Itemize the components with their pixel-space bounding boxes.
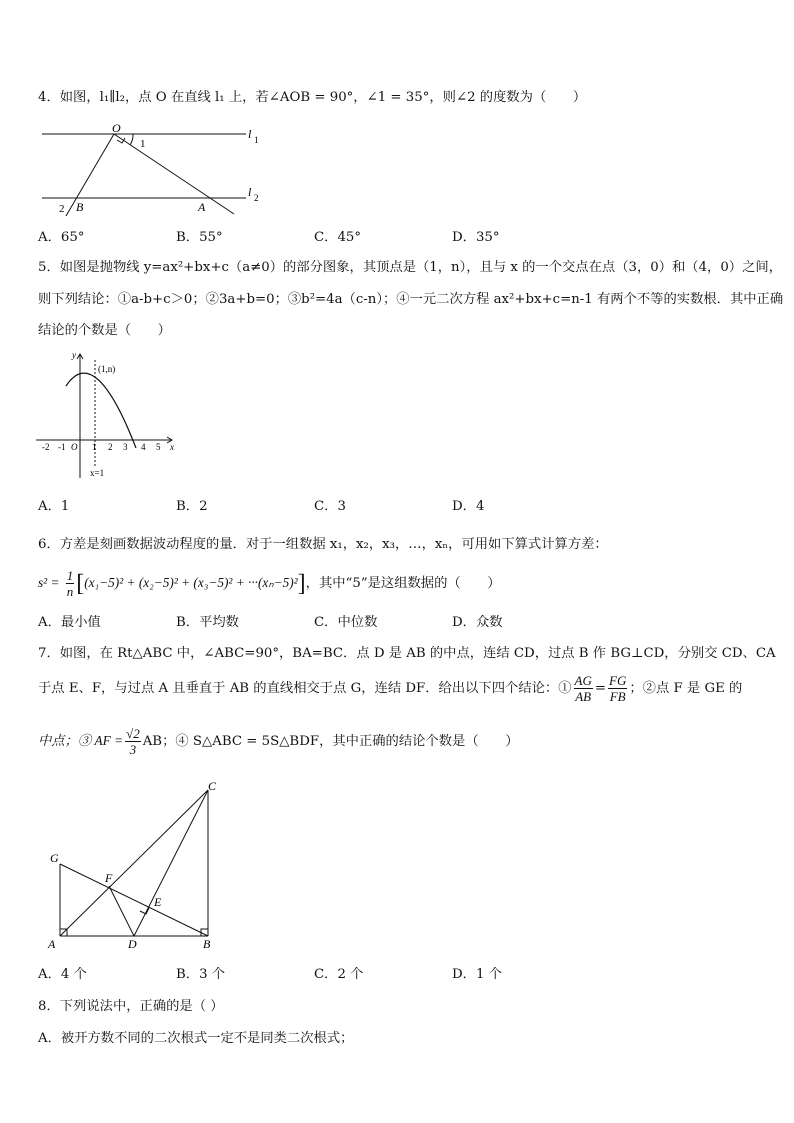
q6-formula-bracket-open: [ [76,570,85,597]
q5-tick-4: 4 [141,442,146,452]
q6-formula-fraction [66,568,75,599]
q4-label-a: A [198,200,206,214]
q7-label-a: A [48,937,56,951]
q7-stem-line2-a: 于点 E、F，与过点 A 且垂直于 AB 的直线相交于点 G，连结 DF．给出以下四个结论：① [38,681,572,696]
q6-option-d[interactable]: D．众数 [452,615,503,630]
q4-option-c[interactable]: C．45° [314,230,362,245]
q5-tick-2: 2 [108,442,113,452]
q5-label-y: y [72,350,76,360]
q4-label-b: B [76,200,84,214]
q7-equals: = [594,681,607,696]
q7-stem-line3 [38,722,519,761]
q5-label-vertex: (1,n) [98,364,116,374]
q7-triangle-figure [38,776,228,954]
q7-frac-sqrt2-3 [125,726,141,757]
q6-formula-bracket-close: ] [297,570,306,597]
q5-tick-3: 3 [123,442,128,452]
q5-stem-line2: 则下列结论：①a-b+c＞0；②3a+b=0；③b²=4a（c-n）；④一元二次方程 ax²+bx+c=n-1 有两个不等的实数根．其中正确 [38,292,784,307]
q5-label-axis: x=1 [90,468,105,478]
q4-option-a[interactable]: A．65° [38,230,85,245]
q7-frac1-num: AG [574,673,592,688]
q5-stem-line1: 5．如图是抛物线 y=ax²+bx+c（a≠0）的部分图象，其顶点是（1，n），且与 x 的一个交点在点（3，0）和（4，0）之间， [38,260,782,275]
q7-option-a[interactable]: A．4 个 [38,967,87,982]
q7-frac-ag-ab [574,673,593,704]
q7-option-d[interactable]: D．1 个 [452,967,502,982]
q5-option-a[interactable]: A．1 [38,499,70,514]
q4-label-l1: l [248,127,252,141]
q7-frac3-den: 3 [129,742,137,757]
q7-frac1-den: AB [575,689,592,704]
q5-tick-neg2: -2 [42,442,50,452]
q6-formula-tail: ，其中“5”是这组数据的（ ） [305,576,501,591]
q7-frac2-den: FB [609,689,626,704]
q7-stem-line1: 7．如图，在 Rt△ABC 中，∠ABC=90°，BA=BC．点 D 是 AB 的中点，连结 CD，过点 B 作 BG⊥CD，分别交 CD、CA [38,646,776,661]
q7-label-d: D [128,937,137,951]
q7-label-c: C [208,779,217,793]
q5-tick-5: 5 [156,442,161,452]
q4-label-angle1: 1 [140,138,146,150]
q6-formula [38,568,501,599]
q6-formula-body: (x₁−5)² + (x₂−5)² + (x₃−5)² + ···(xₙ−5)² [84,575,298,590]
q7-option-c[interactable]: C．2 个 [314,967,364,982]
q7-stem-line2 [38,672,742,706]
q5-option-c[interactable]: C．3 [314,499,346,514]
q4-label-l1-sub: 1 [254,135,259,145]
q5-parabola-figure [36,346,178,480]
q6-formula-num: 1 [66,568,74,583]
q7-frac3-num: √2 [126,726,140,741]
q4-label-l2-sub: 2 [254,193,259,203]
q5-option-b[interactable]: B．2 [176,499,208,514]
q7-stem-line3-b: AB；④ S△ABC = 5S△BDF，其中正确的结论个数是（ ） [142,734,519,749]
q4-label-o: O [112,121,121,135]
q5-tick-neg1: -1 [58,442,66,452]
q8-option-a[interactable]: A．被开方数不同的二次根式一定不是同类二次根式； [38,1031,354,1046]
q7-label-f: F [105,871,113,885]
q6-formula-den: n [66,584,74,599]
q4-figure [38,118,278,218]
q4-label-l2: l [248,185,252,199]
q6-formula-lhs: s² = [38,575,60,590]
q4-option-d[interactable]: D．35° [452,230,500,245]
q6-option-c[interactable]: C．中位数 [314,615,378,630]
q8-stem: 8．下列说法中，正确的是（ ） [38,999,224,1014]
q5-label-x: x [170,442,174,452]
q6-stem: 6．方差是刻画数据波动程度的量．对于一组数据 x₁，x₂，x₃，…，xₙ，可用如下算式计算方差： [38,537,608,552]
q7-option-b[interactable]: B．3 个 [176,967,226,982]
q4-option-b[interactable]: B．55° [176,230,223,245]
q7-label-e: E [154,895,162,909]
q4-stem: 4．如图，l₁∥l₂，点 O 在直线 l₁ 上，若∠AOB = 90°，∠1 = 35°，则∠2 的度数为（ ） [38,90,587,105]
q5-label-origin: O [71,442,78,452]
q7-frac-fg-fb [608,673,627,704]
q4-label-angle2: 2 [59,203,65,215]
q7-label-g: G [50,851,59,865]
q7-frac2-num: FG [609,673,627,688]
q7-stem-line2-b: ；②点 F 是 GE 的 [629,681,743,696]
q5-tick-1: 1 [92,442,97,452]
q5-option-d[interactable]: D．4 [452,499,485,514]
q7-stem-line3-a: 中点；③ AF = [38,733,124,748]
q7-label-b: B [203,937,211,951]
q6-option-b[interactable]: B．平均数 [176,615,239,630]
q5-stem-line3: 结论的个数是（ ） [38,323,171,338]
q6-option-a[interactable]: A．最小值 [38,615,101,630]
